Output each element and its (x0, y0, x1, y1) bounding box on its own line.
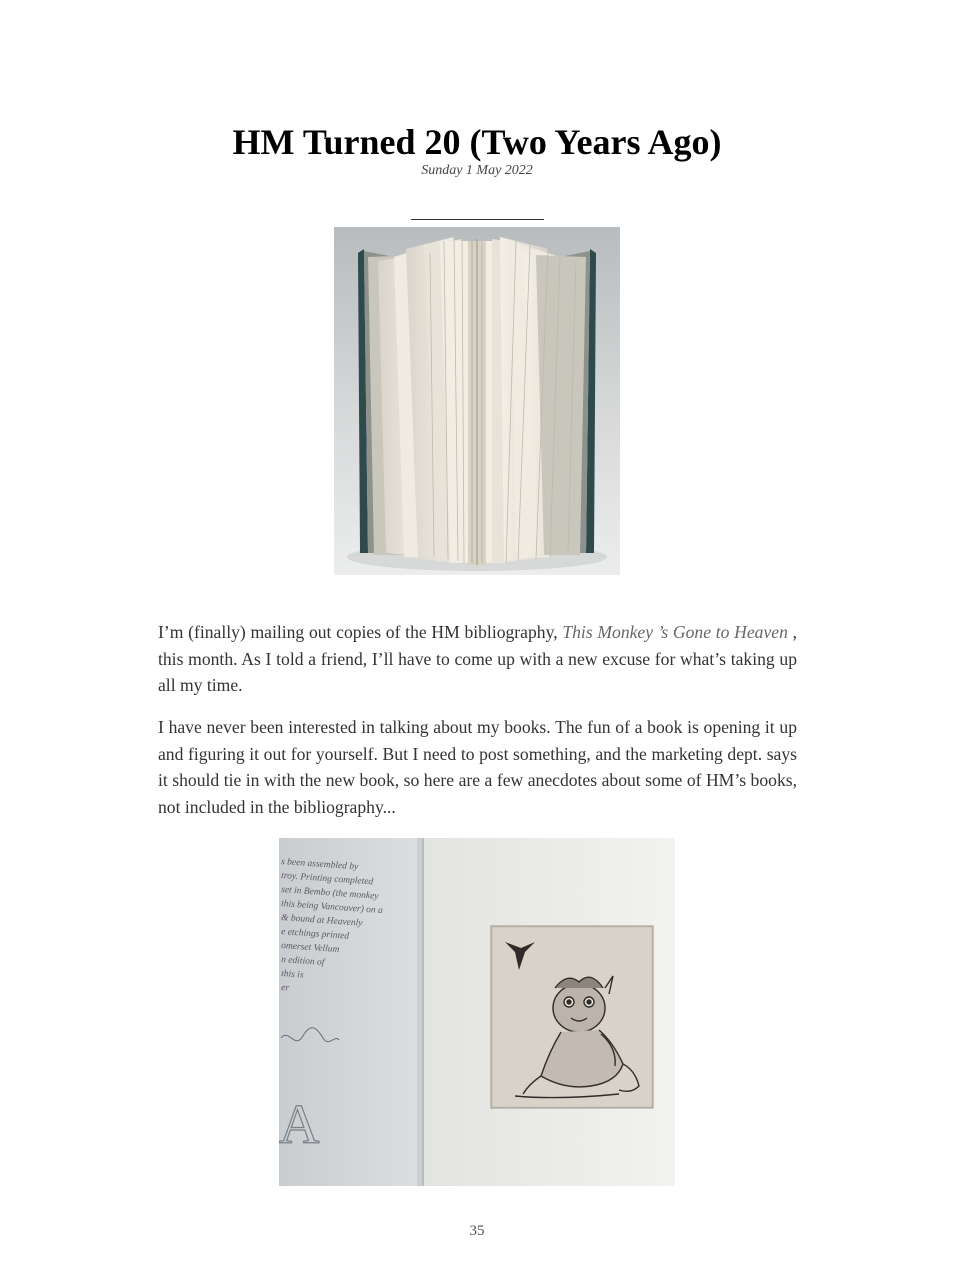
paragraph-2: I have never been interested in talking about my books. The fun of a book is opening it up and figuring it out for yourself. But I need to post something, and the marketing dept. says it should tie in with the new book, so here are a few anecdotes about some of HM’s books, not included in the bibliography... (158, 717, 797, 817)
etching-spread-illustration (279, 838, 675, 1186)
colophon-line: s been assembled by (280, 857, 359, 873)
colophon-line: er (280, 983, 290, 994)
colophon-line: n edition of (280, 955, 325, 969)
colophon-initial: A (279, 1094, 320, 1156)
colophon-line: omerset Vellum (280, 941, 340, 956)
page-title: HM Turned 20 (Two Years Ago) (232, 122, 722, 162)
page-number: 35 (469, 1223, 485, 1239)
colophon-line: set in Bembo (the monkey (280, 885, 379, 902)
open-book-illustration (334, 227, 620, 575)
paragraph-1-after: , this month. As I told a friend, I’ll have to come up with a new excuse for what’s taking up all my time. (158, 622, 797, 696)
title-divider (411, 219, 544, 220)
post-date: Sunday 1 May 2022 (421, 163, 533, 178)
colophon-line: troy. Printing completed (280, 871, 374, 888)
book-title-link[interactable]: This Monkey ’s Gone to Heaven (562, 622, 788, 642)
colophon-line: this is (280, 969, 304, 981)
paragraph-1-before: I’m (finally) mailing out copies of the HM bibliography, (158, 622, 563, 642)
monkey-etching-photo (279, 838, 675, 1186)
open-book-photo (334, 227, 620, 575)
colophon-line: & bound at Heavenly (280, 913, 363, 929)
colophon-line: e etchings printed (280, 927, 350, 942)
paragraph-1 (158, 619, 797, 699)
colophon-line: this being Vancouver) on a (280, 899, 384, 917)
